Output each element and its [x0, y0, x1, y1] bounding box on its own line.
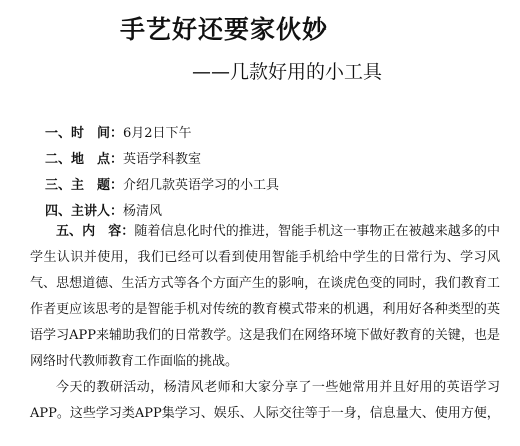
info-label-speaker: 四、主讲人： — [45, 204, 124, 219]
info-line-speaker — [45, 200, 162, 219]
content-text: 随着信息化时代的推进，智能手机这一事物正在被越来越多的中学生认识并使用，我们已经可以看到使用智能手机给中学生的日常行为、学习风气、思想道德、生活方式等各个方面产生的影响，在谈虎色变的同时，我们教育工作者更应该思考的是智能手机对传统的教育模式带来的机遇，利用好各种类型的英语学习APP来辅助我们的日常教学。这是我们在网络环境下做好教育的关键，也是网络时代教师教育工作面临的挑战。 — [30, 224, 500, 369]
info-value-time: 6月2日下午 — [123, 126, 192, 141]
info-line-topic — [45, 174, 279, 193]
info-label-time: 一、时 间： — [45, 126, 124, 141]
content-paragraph — [30, 219, 500, 375]
activity-paragraph: 今天的教研活动，杨清风老师和大家分享了一些她常用并且好用的英语学习APP。这些学习类APP集学习、娱乐、人际交往等于一身，信息量大、使用方便， — [30, 380, 500, 421]
document-subtitle: ——几款好用的小工具 — [192, 61, 383, 83]
info-value-place: 英语学科教室 — [123, 152, 202, 167]
info-line-time — [45, 122, 192, 141]
info-value-topic: 介绍几款英语学习的小工具 — [123, 178, 280, 193]
info-line-place — [45, 148, 201, 167]
info-value-speaker: 杨清风 — [123, 204, 163, 219]
content-label: 五、内 容： — [56, 224, 135, 239]
info-label-place: 二、地 点： — [45, 152, 124, 167]
info-label-topic: 三、主 题： — [45, 178, 124, 193]
document-title: 手艺好还要家伙妙 — [120, 15, 329, 44]
